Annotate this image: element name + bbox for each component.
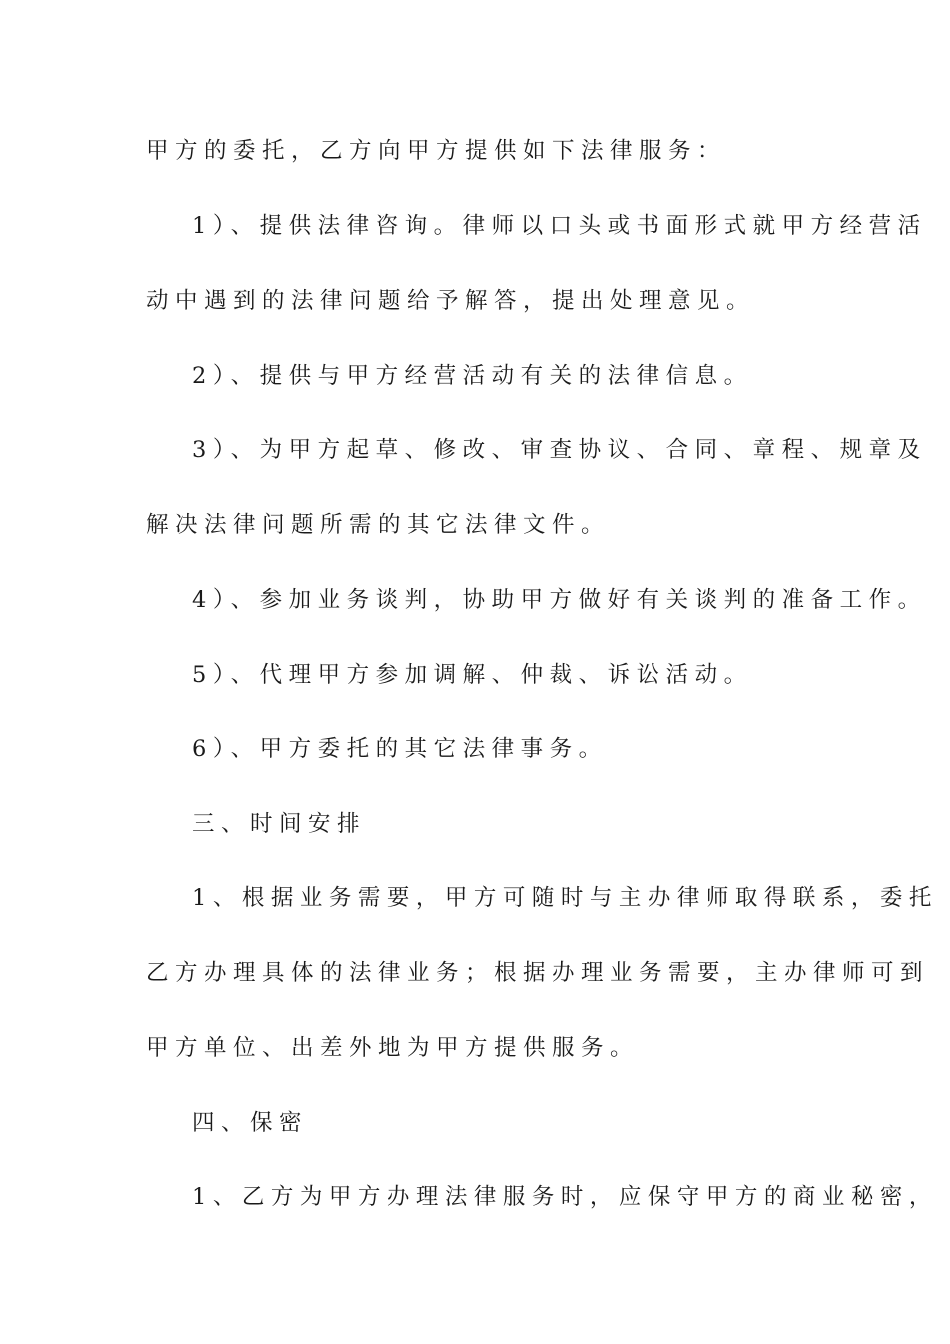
text-line: 乙方办理具体的法律业务；根据办理业务需要，主办律师可到	[146, 960, 930, 986]
list-item-text: 3）、为甲方起草、修改、审查协议、合同、章程、规章及	[192, 437, 927, 463]
section-heading: 四、保密	[192, 1110, 309, 1136]
text-line: 甲方的委托，乙方向甲方提供如下法律服务：	[146, 138, 727, 164]
text-line: 甲方单位、出差外地为甲方提供服务。	[146, 1035, 640, 1061]
list-item-text: 1）、提供法律咨询。律师以口头或书面形式就甲方经营活	[192, 213, 927, 239]
list-item-text: 5）、代理甲方参加调解、仲裁、诉讼活动。	[192, 662, 753, 688]
list-item-text: 4）、参加业务谈判，协助甲方做好有关谈判的准备工作。	[192, 587, 927, 613]
text-line: 解决法律问题所需的其它法律文件。	[146, 512, 611, 538]
list-item-text: 2）、提供与甲方经营活动有关的法律信息。	[192, 363, 753, 389]
list-item-text: 6）、甲方委托的其它法律事务。	[192, 736, 608, 762]
paragraph-text: 1、根据业务需要，甲方可随时与主办律师取得联系，委托	[192, 885, 938, 911]
section-heading: 三、时间安排	[192, 811, 367, 837]
text-line: 动中遇到的法律问题给予解答，提出处理意见。	[146, 288, 756, 314]
paragraph-text: 1、乙方为甲方办理法律服务时，应保守甲方的商业秘密，	[192, 1184, 938, 1210]
